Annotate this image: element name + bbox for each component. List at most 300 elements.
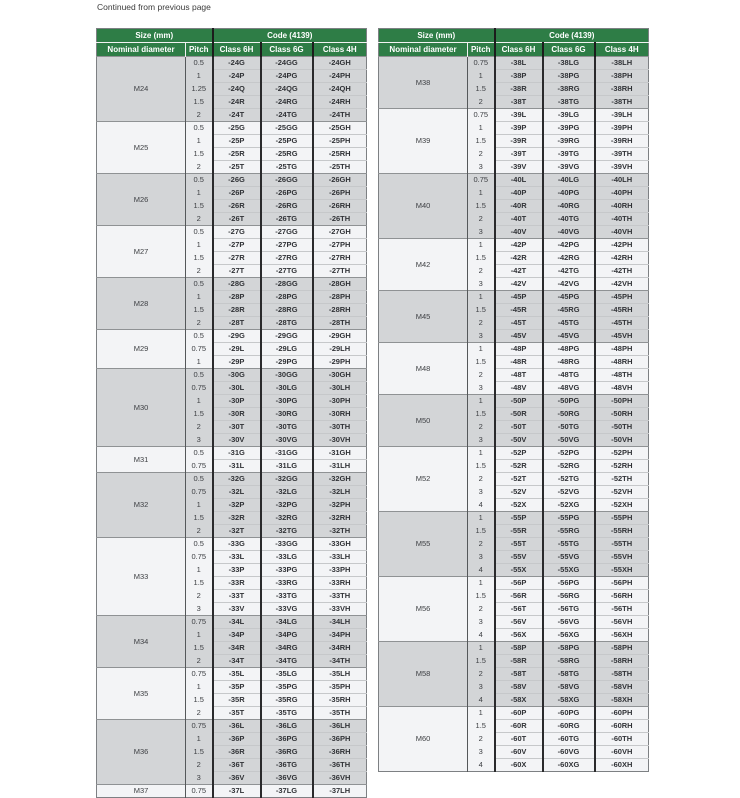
class-6h-code-cell: -33G bbox=[213, 538, 261, 551]
class-6g-code-cell: -38PG bbox=[543, 70, 595, 83]
pitch-cell: 0.75 bbox=[186, 343, 213, 356]
class-4h-code-cell: -26TH bbox=[313, 213, 367, 226]
class-6h-code-cell: -24Q bbox=[213, 83, 261, 96]
nominal-diameter-cell: M52 bbox=[379, 447, 468, 512]
pitch-cell: 1 bbox=[186, 187, 213, 200]
class-6g-code-cell: -42TG bbox=[543, 265, 595, 278]
nominal-diameter-cell: M32 bbox=[97, 473, 186, 538]
table-row bbox=[379, 642, 649, 655]
pitch-cell: 1 bbox=[186, 499, 213, 512]
class-6h-code-cell: -58P bbox=[495, 642, 543, 655]
table-row bbox=[97, 122, 367, 135]
pitch-cell: 0.75 bbox=[186, 616, 213, 629]
pitch-cell: 1.5 bbox=[186, 252, 213, 265]
class-6h-code-cell: -35P bbox=[213, 681, 261, 694]
diameter-group bbox=[379, 239, 649, 291]
class-4h-code-cell: -37LH bbox=[313, 785, 367, 798]
class-6g-code-cell: -30LG bbox=[261, 382, 313, 395]
nominal-diameter-cell: M31 bbox=[97, 447, 186, 473]
pitch-cell: 2 bbox=[468, 148, 495, 161]
pitch-cell: 0.5 bbox=[186, 57, 213, 70]
nominal-diameter-cell: M24 bbox=[97, 57, 186, 122]
class-6h-code-cell: -30V bbox=[213, 434, 261, 447]
class-6h-code-cell: -34L bbox=[213, 616, 261, 629]
class-4h-code-cell: -26PH bbox=[313, 187, 367, 200]
table-row bbox=[379, 57, 649, 70]
diameter-group bbox=[379, 395, 649, 447]
class-6h-code-cell: -45T bbox=[495, 317, 543, 330]
class-6g-code-cell: -24RG bbox=[261, 96, 313, 109]
class-6g-code-cell: -56RG bbox=[543, 590, 595, 603]
class-4h-code-cell: -24PH bbox=[313, 70, 367, 83]
class-6h-header: Class 6H bbox=[495, 43, 543, 57]
pitch-cell: 2 bbox=[468, 733, 495, 746]
pitch-cell: 2 bbox=[468, 473, 495, 486]
class-4h-code-cell: -38LH bbox=[595, 57, 649, 70]
class-6g-code-cell: -52VG bbox=[543, 486, 595, 499]
class-6g-code-cell: -31LG bbox=[261, 460, 313, 473]
class-4h-code-cell: -60PH bbox=[595, 707, 649, 720]
class-6h-code-cell: -33T bbox=[213, 590, 261, 603]
class-6g-code-cell: -56VG bbox=[543, 616, 595, 629]
nominal-diameter-cell: M28 bbox=[97, 278, 186, 330]
pitch-cell: 1 bbox=[186, 135, 213, 148]
class-6g-code-cell: -35LG bbox=[261, 668, 313, 681]
class-6h-code-cell: -40P bbox=[495, 187, 543, 200]
nominal-diameter-cell: M56 bbox=[379, 577, 468, 642]
pitch-cell: 1.5 bbox=[186, 148, 213, 161]
class-6g-code-cell: -45TG bbox=[543, 317, 595, 330]
class-4h-code-cell: -58PH bbox=[595, 642, 649, 655]
table-row bbox=[379, 291, 649, 304]
nominal-diameter-cell: M27 bbox=[97, 226, 186, 278]
class-6h-code-cell: -36V bbox=[213, 772, 261, 785]
class-6h-code-cell: -50T bbox=[495, 421, 543, 434]
class-6g-code-cell: -34TG bbox=[261, 655, 313, 668]
class-6h-code-cell: -40L bbox=[495, 174, 543, 187]
class-6g-code-cell: -60VG bbox=[543, 746, 595, 759]
pitch-cell: 0.5 bbox=[186, 330, 213, 343]
class-6h-code-cell: -45R bbox=[495, 304, 543, 317]
class-6g-code-cell: -52XG bbox=[543, 499, 595, 512]
thread-code-table-right-container bbox=[378, 28, 649, 772]
class-4h-code-cell: -55TH bbox=[595, 538, 649, 551]
pitch-cell: 1 bbox=[468, 70, 495, 83]
diameter-group bbox=[379, 57, 649, 109]
class-4h-code-cell: -32LH bbox=[313, 486, 367, 499]
class-6g-code-cell: -48TG bbox=[543, 369, 595, 382]
table-row bbox=[97, 330, 367, 343]
class-6g-code-cell: -33TG bbox=[261, 590, 313, 603]
class-6h-code-cell: -40T bbox=[495, 213, 543, 226]
class-6h-code-cell: -28R bbox=[213, 304, 261, 317]
class-6h-code-cell: -30G bbox=[213, 369, 261, 382]
class-4h-code-cell: -39RH bbox=[595, 135, 649, 148]
table-row bbox=[379, 343, 649, 356]
table-row bbox=[97, 174, 367, 187]
table-row bbox=[379, 109, 649, 122]
class-6g-code-cell: -34RG bbox=[261, 642, 313, 655]
class-6g-code-cell: -27PG bbox=[261, 239, 313, 252]
class-6h-code-cell: -30P bbox=[213, 395, 261, 408]
pitch-cell: 3 bbox=[468, 226, 495, 239]
class-6g-code-cell: -25PG bbox=[261, 135, 313, 148]
class-4h-code-cell: -30RH bbox=[313, 408, 367, 421]
class-4h-code-cell: -28PH bbox=[313, 291, 367, 304]
class-6g-code-cell: -58RG bbox=[543, 655, 595, 668]
class-6h-code-cell: -60V bbox=[495, 746, 543, 759]
class-4h-code-cell: -34TH bbox=[313, 655, 367, 668]
pitch-cell: 1.5 bbox=[468, 408, 495, 421]
class-4h-code-cell: -56RH bbox=[595, 590, 649, 603]
class-6g-code-cell: -39TG bbox=[543, 148, 595, 161]
pitch-cell: 1 bbox=[468, 395, 495, 408]
table-row bbox=[97, 278, 367, 291]
diameter-group bbox=[97, 122, 367, 174]
class-6h-code-cell: -26G bbox=[213, 174, 261, 187]
class-6h-code-cell: -42V bbox=[495, 278, 543, 291]
class-6h-code-cell: -33P bbox=[213, 564, 261, 577]
pitch-cell: 3 bbox=[468, 330, 495, 343]
class-6h-code-cell: -50V bbox=[495, 434, 543, 447]
pitch-cell: 3 bbox=[468, 161, 495, 174]
class-6g-code-cell: -48RG bbox=[543, 356, 595, 369]
table-row bbox=[379, 577, 649, 590]
class-6h-code-cell: -56X bbox=[495, 629, 543, 642]
pitch-cell: 1.5 bbox=[186, 746, 213, 759]
pitch-cell: 2 bbox=[186, 265, 213, 278]
class-6h-code-cell: -58T bbox=[495, 668, 543, 681]
nominal-diameter-cell: M26 bbox=[97, 174, 186, 226]
class-4h-code-cell: -58TH bbox=[595, 668, 649, 681]
class-4h-code-cell: -55RH bbox=[595, 525, 649, 538]
class-4h-code-cell: -33LH bbox=[313, 551, 367, 564]
class-6h-code-cell: -48V bbox=[495, 382, 543, 395]
class-6g-code-cell: -60PG bbox=[543, 707, 595, 720]
class-6g-code-cell: -42VG bbox=[543, 278, 595, 291]
class-4h-code-cell: -40LH bbox=[595, 174, 649, 187]
diameter-group bbox=[97, 369, 367, 447]
pitch-cell: 2 bbox=[186, 317, 213, 330]
class-6g-code-cell: -34PG bbox=[261, 629, 313, 642]
class-4h-code-cell: -34LH bbox=[313, 616, 367, 629]
class-6g-code-cell: -50TG bbox=[543, 421, 595, 434]
pitch-cell: 0.5 bbox=[186, 473, 213, 486]
table-row bbox=[379, 239, 649, 252]
class-4h-code-cell: -60RH bbox=[595, 720, 649, 733]
pitch-cell: 2 bbox=[468, 213, 495, 226]
pitch-cell: 2 bbox=[186, 707, 213, 720]
pitch-cell: 4 bbox=[468, 694, 495, 707]
class-6h-code-cell: -42T bbox=[495, 265, 543, 278]
class-4h-code-cell: -33RH bbox=[313, 577, 367, 590]
class-6g-code-cell: -36VG bbox=[261, 772, 313, 785]
pitch-cell: 1 bbox=[186, 629, 213, 642]
diameter-group bbox=[97, 616, 367, 668]
class-4h-code-cell: -25RH bbox=[313, 148, 367, 161]
nominal-diameter-cell: M40 bbox=[379, 174, 468, 239]
class-6h-code-cell: -29L bbox=[213, 343, 261, 356]
table-row bbox=[97, 616, 367, 629]
class-6h-code-cell: -39R bbox=[495, 135, 543, 148]
pitch-cell: 0.75 bbox=[468, 174, 495, 187]
class-4h-code-cell: -30PH bbox=[313, 395, 367, 408]
thread-code-table bbox=[378, 28, 649, 772]
class-6g-code-cell: -56PG bbox=[543, 577, 595, 590]
class-6g-code-cell: -58PG bbox=[543, 642, 595, 655]
pitch-cell: 2 bbox=[468, 369, 495, 382]
class-6g-code-cell: -28GG bbox=[261, 278, 313, 291]
class-6h-code-cell: -24G bbox=[213, 57, 261, 70]
class-6h-code-cell: -27G bbox=[213, 226, 261, 239]
class-6g-header: Class 6G bbox=[261, 43, 313, 57]
class-4h-code-cell: -32TH bbox=[313, 525, 367, 538]
diameter-group bbox=[97, 447, 367, 473]
class-4h-code-cell: -45PH bbox=[595, 291, 649, 304]
class-6g-code-cell: -26TG bbox=[261, 213, 313, 226]
class-4h-code-cell: -42VH bbox=[595, 278, 649, 291]
class-6h-code-cell: -55X bbox=[495, 564, 543, 577]
class-6g-code-cell: -35PG bbox=[261, 681, 313, 694]
class-6h-code-cell: -45V bbox=[495, 330, 543, 343]
pitch-cell: 0.75 bbox=[468, 109, 495, 122]
class-4h-code-cell: -38PH bbox=[595, 70, 649, 83]
class-6g-code-cell: -38TG bbox=[543, 96, 595, 109]
class-6h-code-cell: -32L bbox=[213, 486, 261, 499]
diameter-group bbox=[379, 707, 649, 772]
pitch-cell: 1.5 bbox=[468, 252, 495, 265]
class-6g-code-cell: -26GG bbox=[261, 174, 313, 187]
class-6h-code-cell: -32P bbox=[213, 499, 261, 512]
class-6h-code-cell: -38T bbox=[495, 96, 543, 109]
class-6g-code-cell: -27RG bbox=[261, 252, 313, 265]
class-6g-code-cell: -33RG bbox=[261, 577, 313, 590]
pitch-cell: 1.25 bbox=[186, 83, 213, 96]
pitch-cell: 2 bbox=[468, 96, 495, 109]
diameter-group bbox=[97, 330, 367, 369]
class-6h-code-cell: -60P bbox=[495, 707, 543, 720]
class-4h-code-cell: -45RH bbox=[595, 304, 649, 317]
class-6g-code-cell: -29GG bbox=[261, 330, 313, 343]
class-4h-code-cell: -58XH bbox=[595, 694, 649, 707]
class-6g-code-cell: -40RG bbox=[543, 200, 595, 213]
pitch-cell: 2 bbox=[186, 421, 213, 434]
class-6g-code-cell: -58XG bbox=[543, 694, 595, 707]
class-6h-code-cell: -36T bbox=[213, 759, 261, 772]
pitch-cell: 0.5 bbox=[186, 278, 213, 291]
class-6g-header: Class 6G bbox=[543, 43, 595, 57]
class-4h-code-cell: -25PH bbox=[313, 135, 367, 148]
class-4h-code-cell: -29PH bbox=[313, 356, 367, 369]
class-4h-code-cell: -42RH bbox=[595, 252, 649, 265]
diameter-group bbox=[97, 473, 367, 538]
class-4h-code-cell: -33PH bbox=[313, 564, 367, 577]
class-6g-code-cell: -32GG bbox=[261, 473, 313, 486]
pitch-cell: 3 bbox=[468, 746, 495, 759]
class-4h-code-cell: -35TH bbox=[313, 707, 367, 720]
pitch-cell: 0.5 bbox=[186, 447, 213, 460]
class-4h-code-cell: -33GH bbox=[313, 538, 367, 551]
class-6g-code-cell: -30GG bbox=[261, 369, 313, 382]
pitch-cell: 0.75 bbox=[186, 382, 213, 395]
pitch-cell: 1.5 bbox=[468, 655, 495, 668]
class-6h-code-cell: -52T bbox=[495, 473, 543, 486]
class-6g-code-cell: -33VG bbox=[261, 603, 313, 616]
class-4h-code-cell: -60XH bbox=[595, 759, 649, 772]
table-row bbox=[97, 720, 367, 733]
pitch-cell: 4 bbox=[468, 759, 495, 772]
class-6g-code-cell: -50PG bbox=[543, 395, 595, 408]
class-6g-code-cell: -25RG bbox=[261, 148, 313, 161]
class-6h-code-cell: -35L bbox=[213, 668, 261, 681]
diameter-group bbox=[97, 785, 367, 798]
class-6h-code-cell: -36P bbox=[213, 733, 261, 746]
pitch-cell: 1 bbox=[468, 239, 495, 252]
pitch-cell: 3 bbox=[468, 434, 495, 447]
pitch-cell: 3 bbox=[468, 486, 495, 499]
class-6h-code-cell: -26R bbox=[213, 200, 261, 213]
class-6h-code-cell: -30L bbox=[213, 382, 261, 395]
class-4h-code-cell: -25GH bbox=[313, 122, 367, 135]
class-6g-code-cell: -26PG bbox=[261, 187, 313, 200]
class-6g-code-cell: -55RG bbox=[543, 525, 595, 538]
code-4139-header: Code (4139) bbox=[495, 29, 649, 43]
diameter-group bbox=[97, 226, 367, 278]
pitch-cell: 0.75 bbox=[186, 785, 213, 798]
class-4h-code-cell: -24TH bbox=[313, 109, 367, 122]
pitch-cell: 1 bbox=[468, 291, 495, 304]
class-6g-code-cell: -36LG bbox=[261, 720, 313, 733]
class-6g-code-cell: -30TG bbox=[261, 421, 313, 434]
nominal-diameter-cell: M37 bbox=[97, 785, 186, 798]
pitch-cell: 3 bbox=[186, 772, 213, 785]
class-6h-code-cell: -40V bbox=[495, 226, 543, 239]
class-4h-code-cell: -27RH bbox=[313, 252, 367, 265]
class-6h-code-cell: -45P bbox=[495, 291, 543, 304]
table-row bbox=[97, 785, 367, 798]
pitch-cell: 2 bbox=[186, 759, 213, 772]
class-6g-code-cell: -38LG bbox=[543, 57, 595, 70]
class-4h-code-cell: -39VH bbox=[595, 161, 649, 174]
nominal-diameter-cell: M25 bbox=[97, 122, 186, 174]
class-6g-code-cell: -45RG bbox=[543, 304, 595, 317]
class-6g-code-cell: -45VG bbox=[543, 330, 595, 343]
class-6h-code-cell: -34P bbox=[213, 629, 261, 642]
pitch-cell: 1 bbox=[186, 733, 213, 746]
class-4h-code-cell: -52TH bbox=[595, 473, 649, 486]
class-4h-code-cell: -56TH bbox=[595, 603, 649, 616]
diameter-group bbox=[97, 538, 367, 616]
class-6h-code-cell: -52X bbox=[495, 499, 543, 512]
class-6h-code-cell: -35R bbox=[213, 694, 261, 707]
class-6h-code-cell: -32T bbox=[213, 525, 261, 538]
class-4h-code-cell: -55XH bbox=[595, 564, 649, 577]
pitch-cell: 0.75 bbox=[186, 486, 213, 499]
class-6h-code-cell: -32R bbox=[213, 512, 261, 525]
pitch-cell: 0.5 bbox=[186, 369, 213, 382]
class-6h-code-cell: -33V bbox=[213, 603, 261, 616]
class-4h-code-cell: -60VH bbox=[595, 746, 649, 759]
class-6h-code-cell: -24R bbox=[213, 96, 261, 109]
pitch-cell: 1.5 bbox=[186, 96, 213, 109]
diameter-group bbox=[379, 447, 649, 512]
class-6g-code-cell: -28PG bbox=[261, 291, 313, 304]
class-6h-code-cell: -52V bbox=[495, 486, 543, 499]
class-6g-code-cell: -45PG bbox=[543, 291, 595, 304]
pitch-cell: 3 bbox=[468, 278, 495, 291]
class-6g-code-cell: -27GG bbox=[261, 226, 313, 239]
class-6h-code-cell: -26P bbox=[213, 187, 261, 200]
class-6g-code-cell: -37LG bbox=[261, 785, 313, 798]
nominal-diameter-cell: M45 bbox=[379, 291, 468, 343]
nominal-diameter-header: Nominal diameter bbox=[97, 43, 186, 57]
pitch-cell: 3 bbox=[186, 434, 213, 447]
pitch-cell: 1.5 bbox=[186, 694, 213, 707]
class-4h-code-cell: -48PH bbox=[595, 343, 649, 356]
class-4h-code-cell: -50RH bbox=[595, 408, 649, 421]
class-6g-code-cell: -32PG bbox=[261, 499, 313, 512]
class-4h-code-cell: -45VH bbox=[595, 330, 649, 343]
class-4h-code-cell: -40TH bbox=[595, 213, 649, 226]
class-6h-code-cell: -30R bbox=[213, 408, 261, 421]
class-4h-code-cell: -28RH bbox=[313, 304, 367, 317]
pitch-cell: 3 bbox=[468, 551, 495, 564]
pitch-cell: 1 bbox=[468, 447, 495, 460]
class-4h-code-cell: -31LH bbox=[313, 460, 367, 473]
class-4h-code-cell: -33TH bbox=[313, 590, 367, 603]
pitch-cell: 3 bbox=[468, 382, 495, 395]
class-6g-code-cell: -56XG bbox=[543, 629, 595, 642]
class-6g-code-cell: -32LG bbox=[261, 486, 313, 499]
pitch-cell: 1.5 bbox=[186, 304, 213, 317]
class-6h-code-cell: -39L bbox=[495, 109, 543, 122]
diameter-group bbox=[97, 278, 367, 330]
class-4h-code-cell: -26RH bbox=[313, 200, 367, 213]
pitch-header: Pitch bbox=[186, 43, 213, 57]
class-6h-code-cell: -24T bbox=[213, 109, 261, 122]
pitch-cell: 1.5 bbox=[186, 408, 213, 421]
class-6h-code-cell: -56V bbox=[495, 616, 543, 629]
class-4h-code-cell: -55VH bbox=[595, 551, 649, 564]
diameter-group bbox=[379, 109, 649, 174]
class-6h-code-cell: -27P bbox=[213, 239, 261, 252]
pitch-cell: 1.5 bbox=[468, 590, 495, 603]
class-4h-code-cell: -39TH bbox=[595, 148, 649, 161]
class-4h-code-cell: -32GH bbox=[313, 473, 367, 486]
class-6g-code-cell: -33LG bbox=[261, 551, 313, 564]
class-6g-code-cell: -30VG bbox=[261, 434, 313, 447]
thread-code-table-left-container bbox=[96, 28, 367, 798]
pitch-cell: 1.5 bbox=[468, 525, 495, 538]
class-6h-code-cell: -30T bbox=[213, 421, 261, 434]
class-6h-code-cell: -58R bbox=[495, 655, 543, 668]
class-6h-code-cell: -50R bbox=[495, 408, 543, 421]
table-row bbox=[97, 668, 367, 681]
pitch-cell: 4 bbox=[468, 629, 495, 642]
class-4h-code-cell: -39PH bbox=[595, 122, 649, 135]
pitch-cell: 3 bbox=[468, 616, 495, 629]
class-6h-code-cell: -60R bbox=[495, 720, 543, 733]
pitch-cell: 2 bbox=[468, 668, 495, 681]
pitch-cell: 2 bbox=[468, 421, 495, 434]
diameter-group bbox=[379, 512, 649, 577]
class-4h-code-cell: -48TH bbox=[595, 369, 649, 382]
class-4h-code-cell: -52RH bbox=[595, 460, 649, 473]
class-6h-code-cell: -52R bbox=[495, 460, 543, 473]
class-6h-code-cell: -38R bbox=[495, 83, 543, 96]
class-6h-code-cell: -58X bbox=[495, 694, 543, 707]
pitch-cell: 1 bbox=[468, 577, 495, 590]
